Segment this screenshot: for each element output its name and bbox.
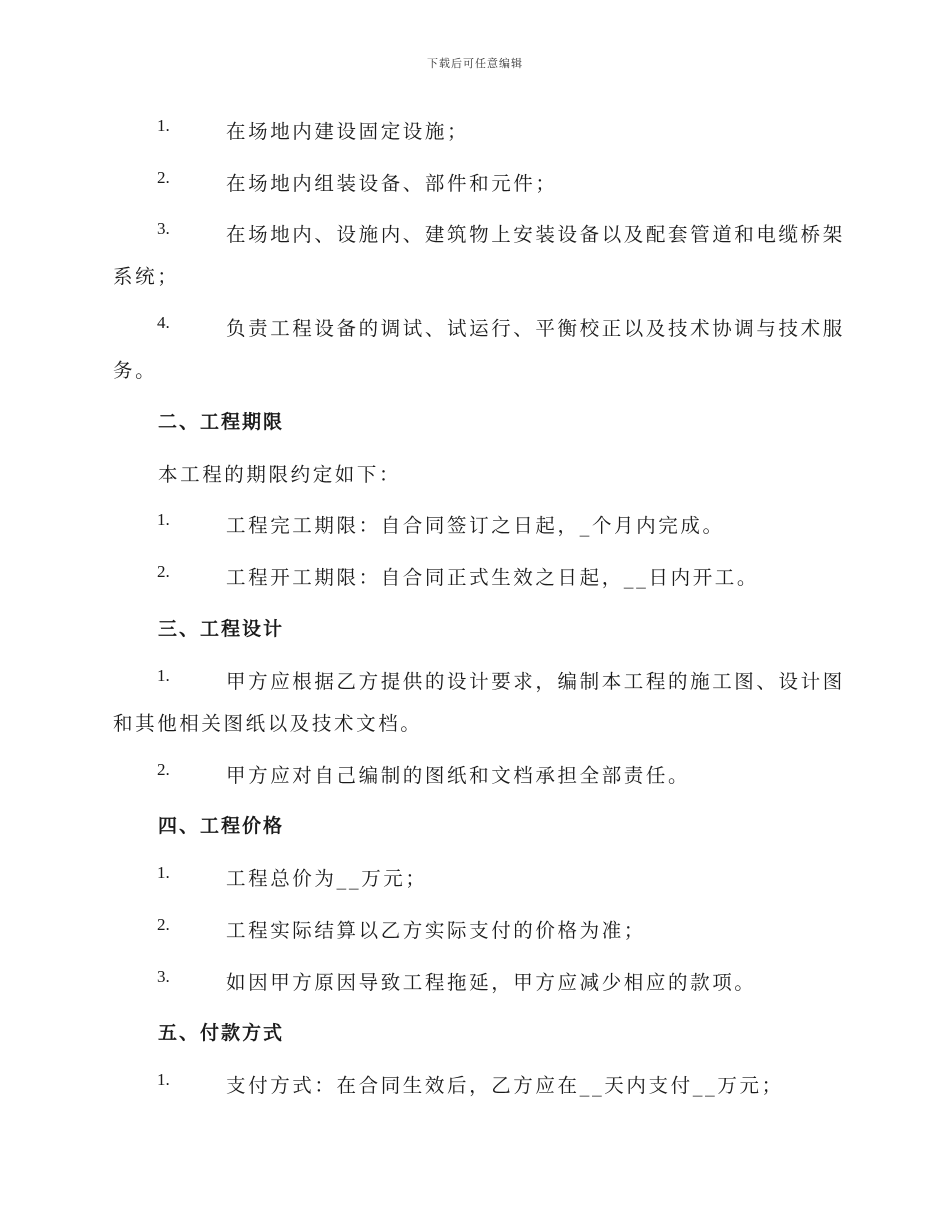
section-title: 三、工程设计 — [158, 618, 285, 640]
paragraph-text: 本工程的期限约定如下： — [158, 463, 402, 486]
item-number: 1. — [157, 666, 170, 685]
item-number: 3. — [157, 219, 170, 238]
item-text: 在场地内、设施内、建筑物上安装设备以及配套管道和电缆桥架 — [226, 223, 845, 246]
item-number: 3. — [157, 967, 170, 986]
item-text-continued: 务。 — [113, 359, 158, 382]
item-text: 工程开工期限：自合同正式生效之日起，__日内开工。 — [226, 566, 760, 589]
item-number: 2. — [157, 760, 170, 779]
section-title: 四、工程价格 — [158, 815, 285, 837]
item-number: 4. — [157, 313, 170, 332]
item-text-continued: 和其他相关图纸以及技术文档。 — [113, 712, 423, 735]
item-number: 1. — [157, 510, 170, 529]
item-text: 在场地内建设固定设施； — [226, 120, 470, 143]
item-text: 在场地内组装设备、部件和元件； — [226, 172, 558, 195]
item-number: 1. — [157, 116, 170, 135]
item-text: 支付方式：在合同生效后，乙方应在__天内支付__万元； — [226, 1074, 784, 1097]
item-text: 甲方应对自己编制的图纸和文档承担全部责任。 — [226, 764, 691, 787]
page-header: 下载后可任意编辑 — [427, 57, 523, 70]
item-text: 工程完工期限：自合同签订之日起，_个月内完成。 — [226, 514, 725, 537]
item-text-continued: 系统； — [113, 265, 180, 288]
item-number: 2. — [157, 915, 170, 934]
item-text: 工程实际结算以乙方实际支付的价格为准； — [226, 919, 646, 942]
item-text: 甲方应根据乙方提供的设计要求，编制本工程的施工图、设计图 — [226, 670, 845, 693]
item-text: 如因甲方原因导致工程拖延，甲方应减少相应的款项。 — [226, 971, 757, 994]
section-title: 五、付款方式 — [158, 1022, 285, 1044]
item-number: 2. — [157, 562, 170, 581]
item-text: 负责工程设备的调试、试运行、平衡校正以及技术协调与技术服 — [226, 317, 845, 340]
item-text: 工程总价为__万元； — [226, 867, 428, 890]
section-title: 二、工程期限 — [158, 411, 285, 433]
item-number: 1. — [157, 863, 170, 882]
item-number: 1. — [157, 1070, 170, 1089]
item-number: 2. — [157, 168, 170, 187]
